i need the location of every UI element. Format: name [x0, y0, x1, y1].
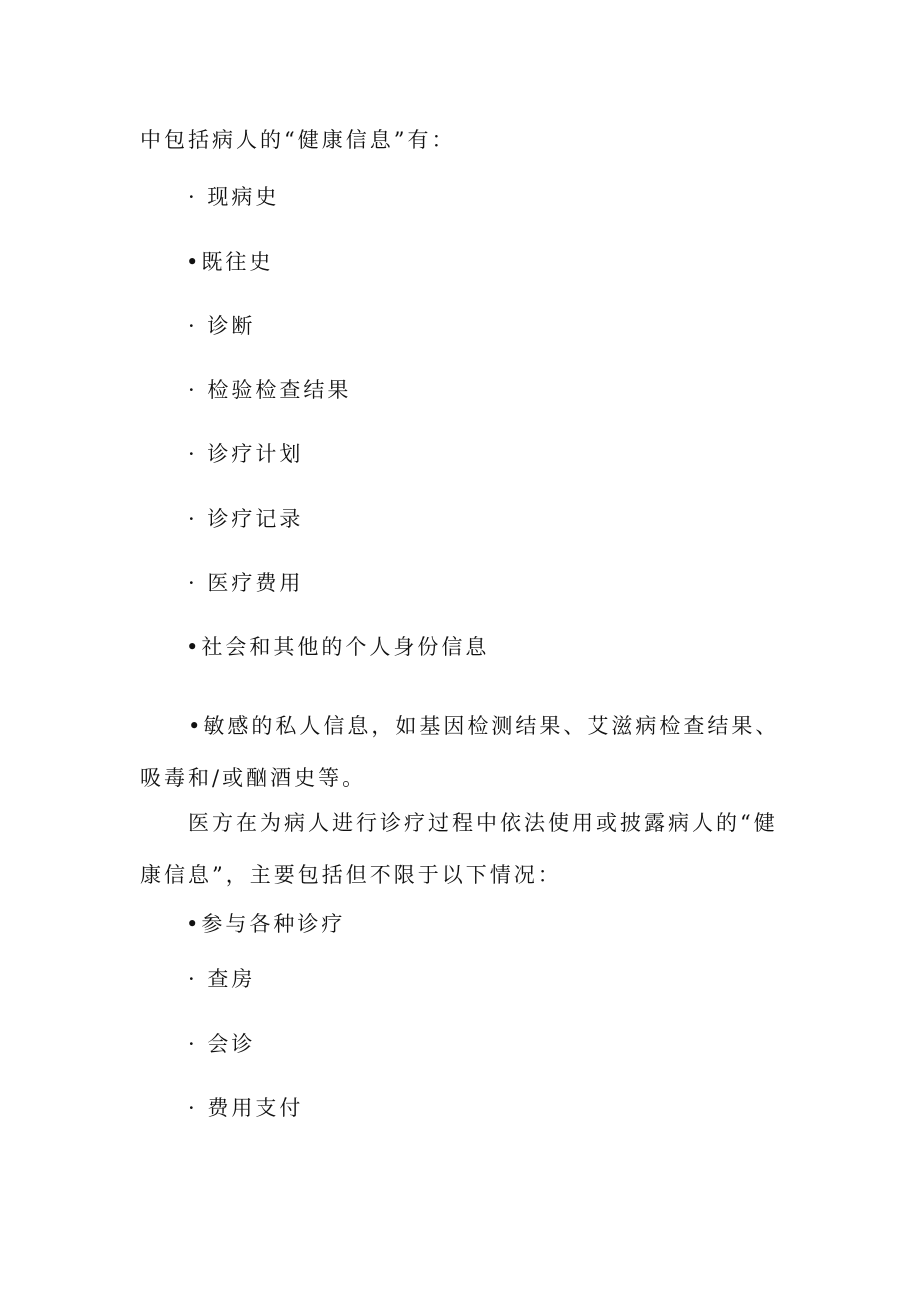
disclosure-paragraph: 医方在为病人进行诊疗过程中依法使用或披露病人的“健康信息”，主要包括但不限于以下情况： [140, 811, 778, 887]
list-item-fee-payment: · 费用支付 [188, 1096, 304, 1120]
list-item-social-identity: •社会和其他的个人身份信息 [186, 635, 490, 659]
list-item-medical-fees: · 医疗费用 [188, 571, 304, 595]
intro-line: 中包括病人的“健康信息”有： [140, 128, 456, 152]
list-item-treatment-plan: · 诊疗计划 [188, 442, 304, 466]
list-item-diagnosis: · 诊断 [188, 314, 256, 338]
list-item-consultation: · 会诊 [188, 1032, 256, 1056]
list-item-test-results: · 检验检查结果 [188, 378, 352, 402]
list-item-participate-treatment: •参与各种诊疗 [186, 912, 346, 936]
list-item-past-history: •既往史 [186, 250, 274, 274]
list-item-ward-round: · 查房 [188, 967, 256, 991]
list-item-current-history: · 现病史 [188, 185, 280, 209]
list-item-treatment-record: · 诊疗记录 [188, 507, 304, 531]
sensitive-info-paragraph: •敏感的私人信息，如基因检测结果、艾滋病检查结果、吸毒和/或酗酒史等。 [140, 714, 780, 790]
